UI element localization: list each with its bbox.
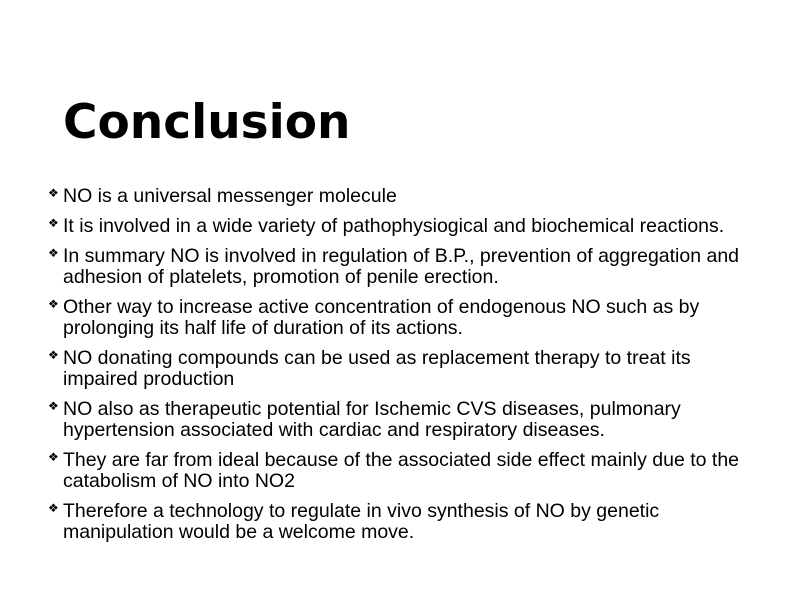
list-item [48,246,763,288]
conclusion-bullet-list [48,186,788,552]
diamond-bullet-icon: ❖ [48,297,59,311]
diamond-bullet-icon: ❖ [48,501,59,515]
list-item [48,501,773,543]
list-item [48,186,483,207]
list-item [48,348,733,390]
bullet-text: Therefore a technology to regulate in vivo synthesis of NO by genetic manipulation would be a welcome move. [63,500,660,543]
diamond-bullet-icon: ❖ [48,348,59,362]
bullet-text: NO donating compounds can be used as replacement therapy to treat its impaired production [63,347,691,390]
diamond-bullet-icon: ❖ [48,450,59,464]
bullet-text: It is involved in a wide variety of pathophysiogical and biochemical reactions. [63,215,725,237]
bullet-text: Other way to increase active concentration of endogenous NO such as by prolonging its half life of duration of its actions. [63,296,700,339]
bullet-text: NO also as therapeutic potential for Ischemic CVS diseases, pulmonary hypertension associated with cardiac and respiratory diseases. [63,398,681,441]
bullet-text: NO is a universal messenger molecule [63,185,397,207]
bullet-text: In summary NO is involved in regulation of B.P., prevention of aggregation and adhesion of platelets, promotion of penile erection. [63,245,740,288]
diamond-bullet-icon: ❖ [48,399,59,413]
list-item [48,450,763,492]
diamond-bullet-icon: ❖ [48,246,59,260]
list-item [48,399,728,441]
diamond-bullet-icon: ❖ [48,216,59,230]
bullet-text: They are far from ideal because of the associated side effect mainly due to the catabolism of NO into NO2 [63,449,740,492]
list-item [48,216,743,237]
diamond-bullet-icon: ❖ [48,186,59,200]
slide-title: Conclusion [63,95,351,150]
list-item [48,297,778,339]
